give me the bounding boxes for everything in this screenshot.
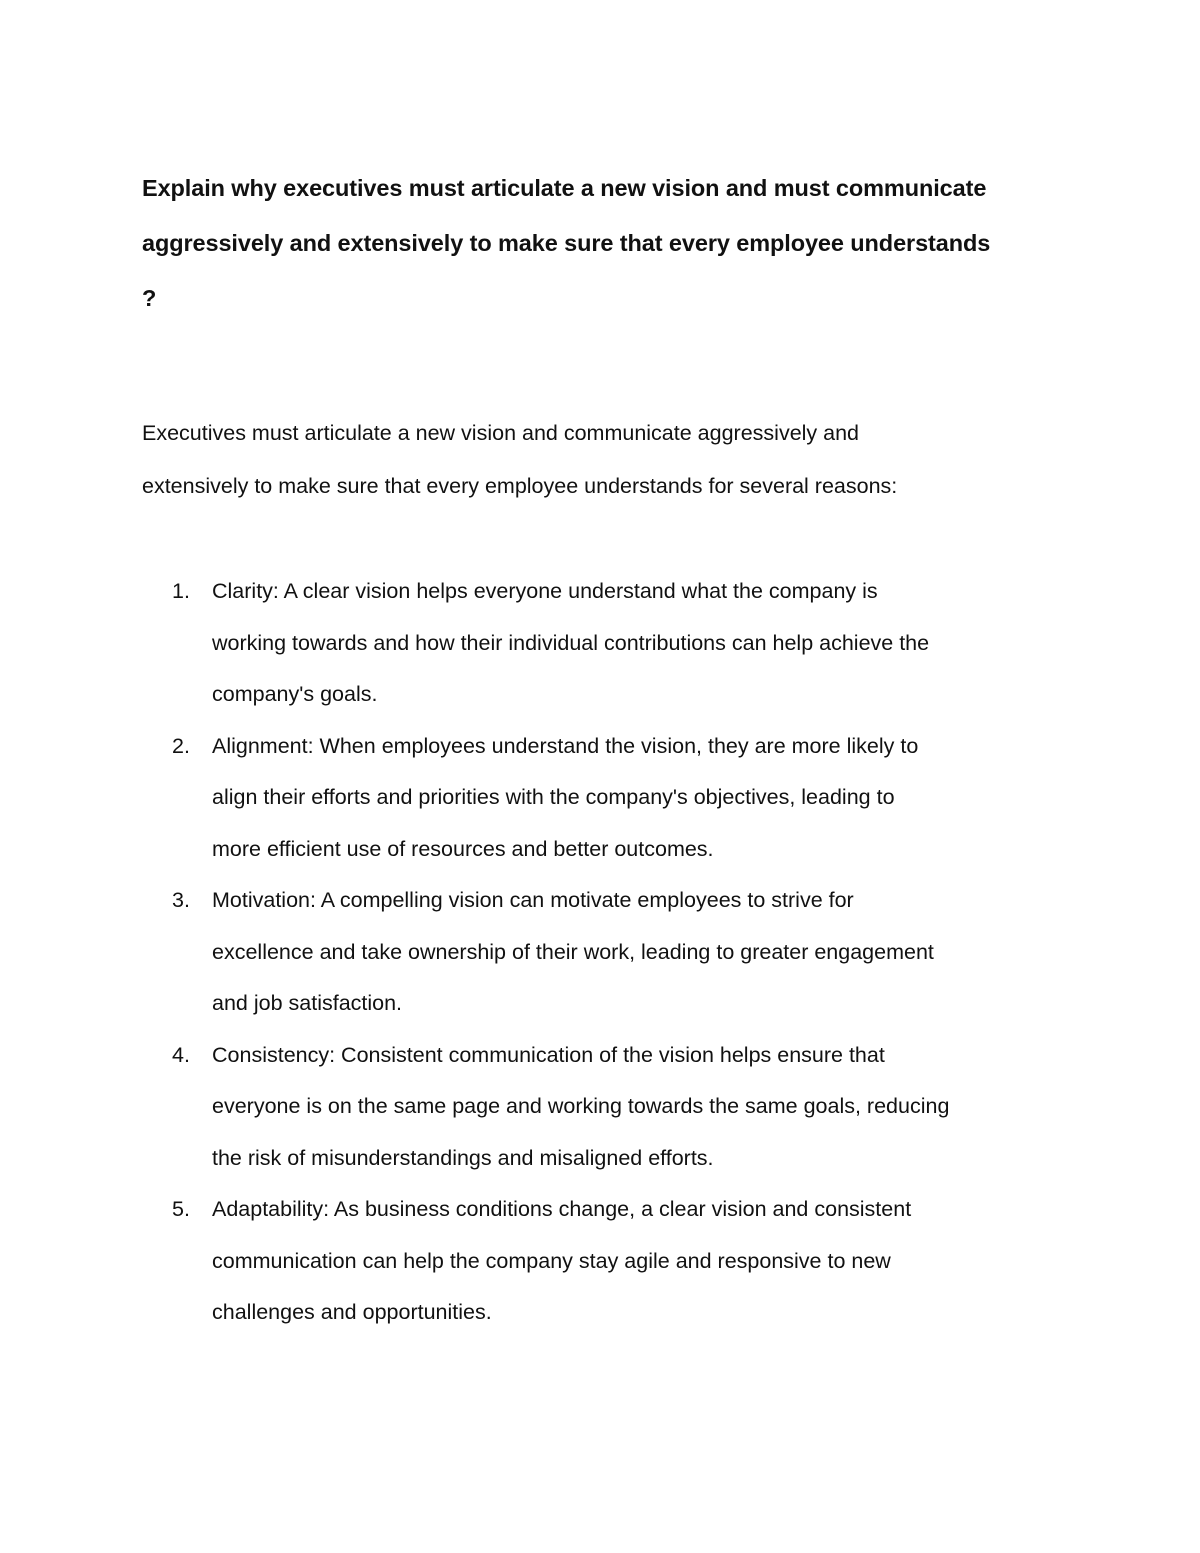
list-item bbox=[142, 566, 1072, 721]
list-item-number: 2. bbox=[172, 733, 190, 758]
list-item-line: working towards and how their individual contributions can help achieve the bbox=[212, 630, 930, 655]
list-item bbox=[142, 875, 1072, 1030]
list-item bbox=[142, 1030, 1072, 1185]
intro-line: extensively to make sure that every employee understands for several reasons: bbox=[142, 474, 898, 498]
list-item-number: 5. bbox=[172, 1197, 190, 1221]
list-item-line: company's goals. bbox=[212, 682, 378, 706]
list-item-line: Motivation: A compelling vision can motivate employees to strive for bbox=[212, 888, 854, 912]
list-item-line: excellence and take ownership of their work, leading to greater engagement bbox=[212, 939, 934, 964]
list-item-line: the risk of misunderstandings and misaligned efforts. bbox=[212, 1145, 714, 1170]
list-item bbox=[142, 1184, 1072, 1339]
intro-paragraph bbox=[142, 407, 1072, 513]
question-heading bbox=[142, 161, 1072, 326]
heading-line: Explain why executives must articulate a new vision and must communicate bbox=[142, 175, 987, 201]
list-item-line: Alignment: When employees understand the vision, they are more likely to bbox=[212, 733, 919, 758]
list-item-line: more efficient use of resources and better outcomes. bbox=[212, 836, 714, 861]
reasons-list bbox=[142, 566, 1072, 1339]
list-item-line: everyone is on the same page and working towards the same goals, reducing bbox=[212, 1094, 950, 1118]
list-item-line: Adaptability: As business conditions change, a clear vision and consistent bbox=[212, 1197, 912, 1221]
intro-line: Executives must articulate a new vision and communicate aggressively and bbox=[142, 421, 860, 445]
list-item-number: 3. bbox=[172, 888, 190, 912]
list-item-number: 4. bbox=[172, 1042, 190, 1067]
list-item-line: and job satisfaction. bbox=[212, 991, 403, 1015]
list-item-line: Clarity: A clear vision helps everyone understand what the company is bbox=[212, 579, 878, 603]
list-item-number: 1. bbox=[172, 579, 190, 603]
list-item-line: align their efforts and priorities with the company's objectives, leading to bbox=[212, 785, 895, 809]
list-item bbox=[142, 721, 1072, 876]
heading-line: ? bbox=[142, 285, 157, 311]
list-item-line: communication can help the company stay agile and responsive to new bbox=[212, 1248, 891, 1273]
list-item-line: Consistency: Consistent communication of the vision helps ensure that bbox=[212, 1042, 885, 1067]
heading-line: aggressively and extensively to make sure that every employee understands bbox=[142, 230, 991, 256]
list-item-line: challenges and opportunities. bbox=[212, 1300, 492, 1324]
